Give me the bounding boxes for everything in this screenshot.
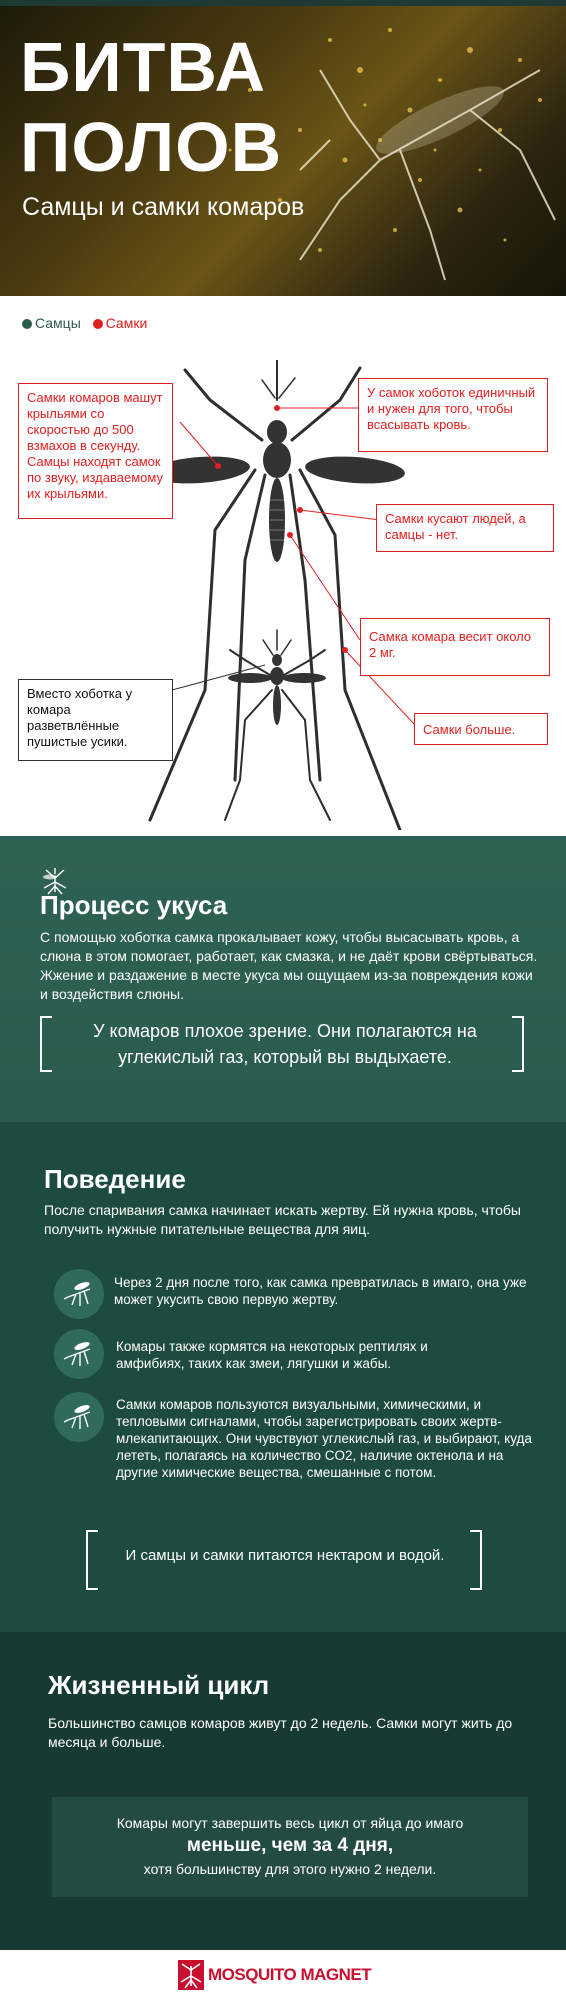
quote-bracket-right [512,1016,524,1072]
behavior-quote: И самцы и самки питаются нектаром и водой. [125,1547,445,1564]
legend-male-label: Самцы [35,315,81,331]
callout-proboscis: У самок хоботок единичный и нужен для того, чтобы всасывать кровь. [358,378,548,452]
life-cycle-title: Жизненный цикл [48,1670,270,1700]
life-cycle-box-line3: хотя большинству для этого нужно 2 недели. [143,1861,437,1877]
legend [22,315,147,331]
hero-title-line2: ПОЛОВ [20,108,283,186]
hero-subtitle: Самцы и самки комаров [22,193,305,221]
footer-brand: MOSQUITO MAGNET [208,1965,372,1984]
callout-wings: Самки комаров машут крыльями со скоростью до 500 взмахов в секунду. Самцы находят самок по звуку, издаваемому их крыльями. [18,383,173,519]
behavior-item-3-text: Самки комаров пользуются визуальными, химическими, и тепловыми сигналами, чтобы зарегистрировать своих жертв-млекапитающих. Они чувствуют углекислый газ, и выбирают, куда лететь, полагаясь на количество CO2, наличие октенола и на другие химические вещества, смешанные с потом. [116,1397,532,1480]
bite-process-quote: У комаров плохое зрение. Они полагаются на углекислый газ, который вы выдыхаете. [93,1021,477,1067]
callout-bigger: Самки больше. [414,713,548,745]
callout-weight: Самка комара весит около 2 мг. [360,618,550,676]
behavior-intro: После спаривания самка начинает искать жертву. Ей нужна кровь, чтобы получить нужные питательные вещества для яиц. [44,1202,521,1237]
life-cycle-text: Большинство самцов комаров живут до 2 недель. Самки могут жить до месяца и больше. [48,1715,513,1750]
legend-female-dot [93,319,103,329]
mosquito-magnet-logo-icon [178,1960,204,1990]
legend-female-label: Самки [105,315,148,331]
behavior-section [0,1122,566,1632]
quote-bracket-right [470,1530,482,1590]
mosquito-icon [62,1337,96,1371]
bite-process-title: Процесс укуса [40,890,228,920]
callout-antennae: Вместо хоботка у комара разветвлённые пушистые усики. [18,679,173,761]
mosquito-icon [62,1400,96,1434]
life-cycle-box-highlight: меньше, чем за 4 дня, [186,1835,394,1856]
behavior-item-1-text: Через 2 дня после того, как самка превратилась в имаго, она уже может укусить свою первую жертву. [114,1275,527,1307]
callout-bite: Самки кусают людей, а самцы - нет. [376,504,554,552]
hero-title-line1: БИТВА [20,28,267,106]
hero-banner [0,0,566,296]
bite-process-text: С помощью хоботка самка прокалывает кожу, чтобы высасывать кровь, а слюна в этом помогает, работает, как смазка, и не даёт крови свёртываться. Жжение и раздажение в месте укуса мы ощущаем из-за повреждения кожи и воздействия слюны. [40,929,538,1002]
footer [0,1950,566,2000]
quote-bracket-left [86,1530,98,1590]
mosquito-icon [62,1277,96,1311]
behavior-item-2-text: Комары также кормятся на некоторых рептилях и амфибиях, таких как змеи, лягушки и жабы. [116,1339,428,1371]
life-cycle-highlight-box [52,1797,528,1897]
legend-male-dot [22,319,32,329]
life-cycle-section [0,1632,566,1950]
behavior-title: Поведение [44,1164,186,1194]
life-cycle-box-line1: Комары могут завершить весь цикл от яйца до имаго [116,1815,464,1831]
quote-bracket-left [40,1016,52,1072]
bite-process-section [0,836,566,1122]
